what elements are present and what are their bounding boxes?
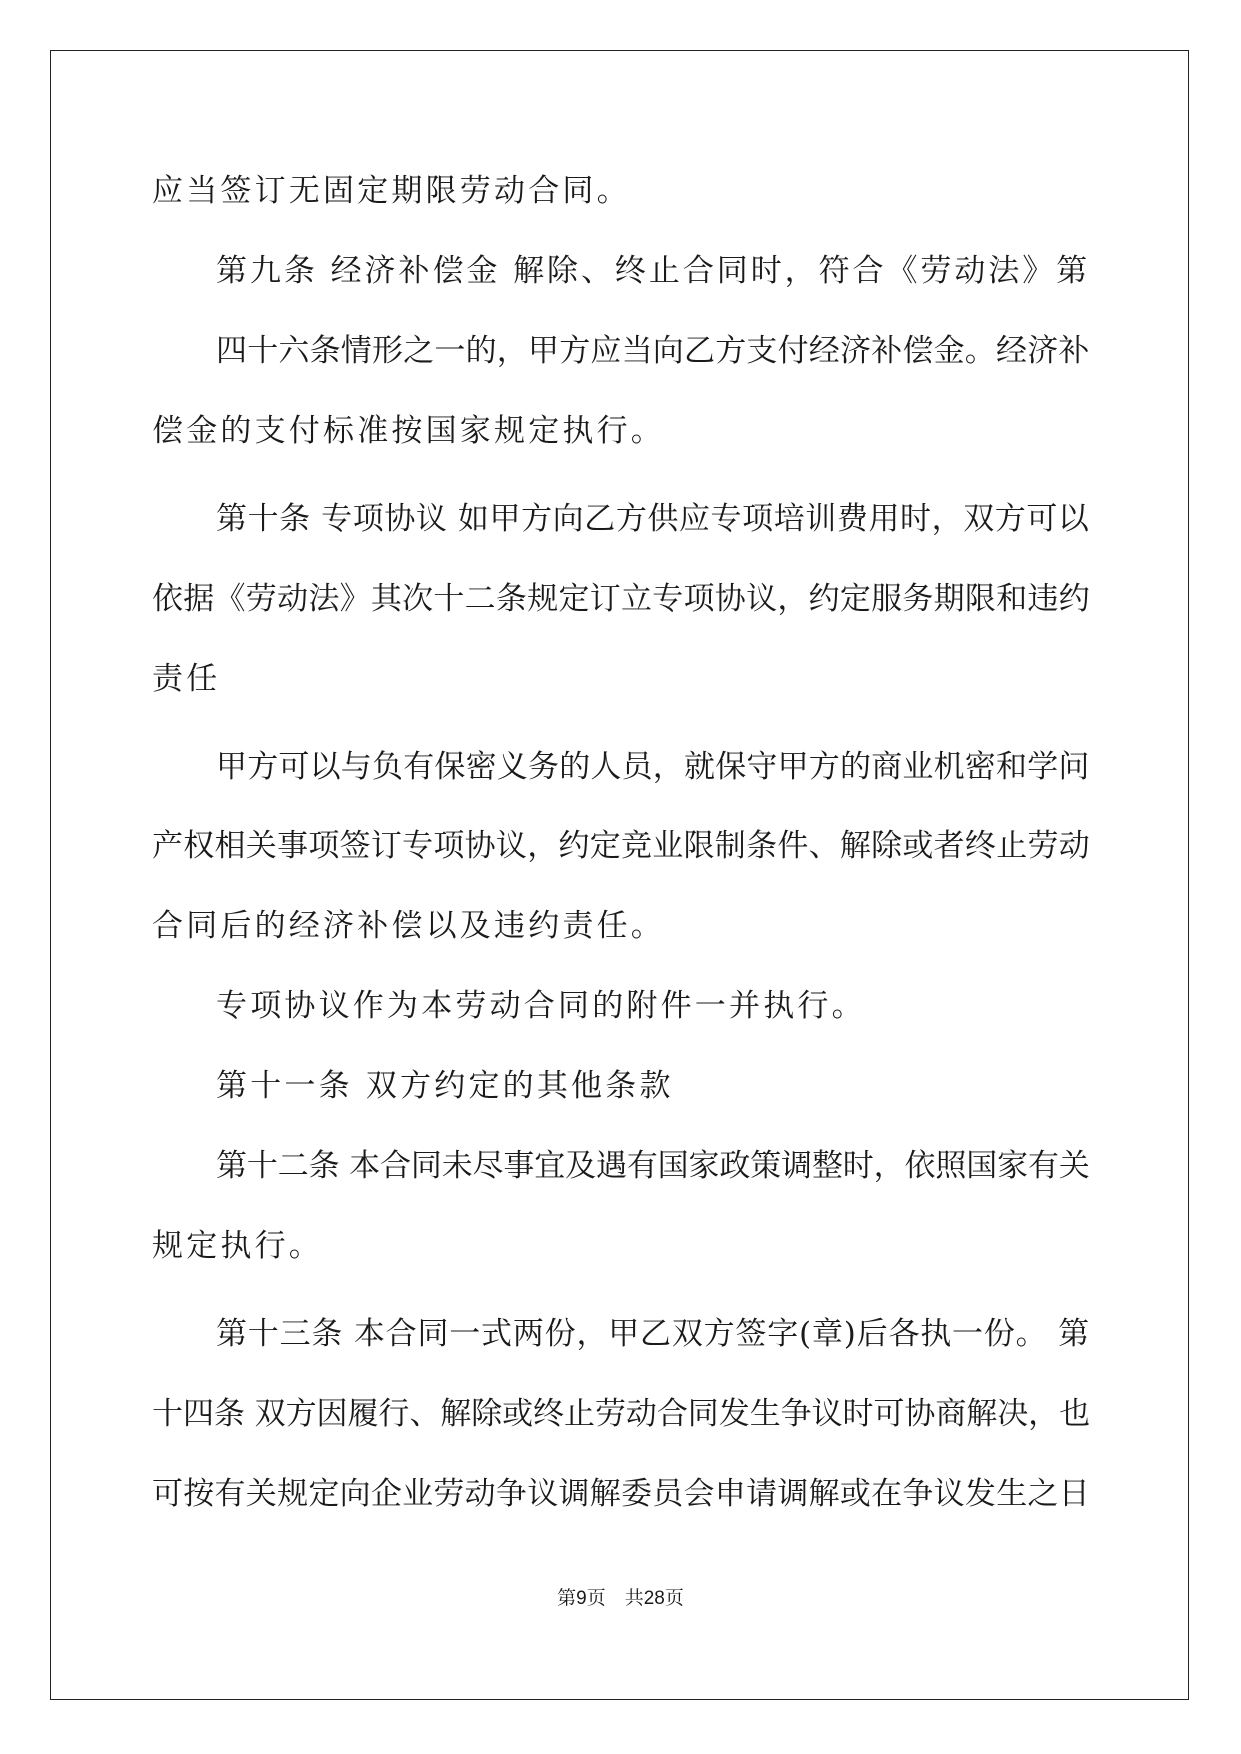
- text-line: 依据《劳动法》其次十二条规定订立专项协议，约定服务期限和违约: [152, 581, 1090, 617]
- page-border: [50, 50, 1189, 1700]
- text-line: 四十六条情形之一的，甲方应当向乙方支付经济补偿金。经济补: [216, 333, 1090, 369]
- page-prefix: 第: [557, 1588, 577, 1609]
- page-mid: 页 共: [586, 1588, 644, 1609]
- text-line: 规定执行。: [152, 1228, 323, 1264]
- text-line: 十四条 双方因履行、解除或终止劳动合同发生争议时可协商解决，也: [152, 1396, 1091, 1432]
- total-page-number: 28: [643, 1588, 665, 1609]
- text-line: 责任: [152, 661, 221, 697]
- text-line: 第九条 经济补偿金 解除、终止合同时，符合《劳动法》第: [216, 253, 1091, 289]
- current-page-number: 9: [576, 1588, 587, 1609]
- text-line: 第十三条 本合同一式两份，甲乙双方签字(章)后各执一份。 第: [216, 1316, 1090, 1352]
- page-number-footer: [0, 1587, 1241, 1611]
- page-suffix: 页: [664, 1588, 684, 1609]
- text-line: 专项协议作为本劳动合同的附件一并执行。: [216, 988, 866, 1024]
- text-line: 偿金的支付标准按国家规定执行。: [152, 413, 665, 449]
- text-line: 甲方可以与负有保密义务的人员，就保守甲方的商业机密和学问: [216, 749, 1090, 785]
- text-line: 第十二条 本合同未尽事宜及遇有国家政策调整时，依照国家有关: [216, 1148, 1090, 1184]
- text-line: 第十条 专项协议 如甲方向乙方供应专项培训费用时，双方可以: [216, 501, 1090, 537]
- text-line: 应当签订无固定期限劳动合同。: [152, 173, 631, 209]
- text-line: 产权相关事项签订专项协议，约定竞业限制条件、解除或者终止劳动: [152, 828, 1090, 864]
- text-line: 合同后的经济补偿以及违约责任。: [152, 908, 665, 944]
- text-line: 第十一条 双方约定的其他条款: [216, 1068, 674, 1104]
- text-line: 可按有关规定向企业劳动争议调解委员会申请调解或在争议发生之日: [152, 1476, 1090, 1512]
